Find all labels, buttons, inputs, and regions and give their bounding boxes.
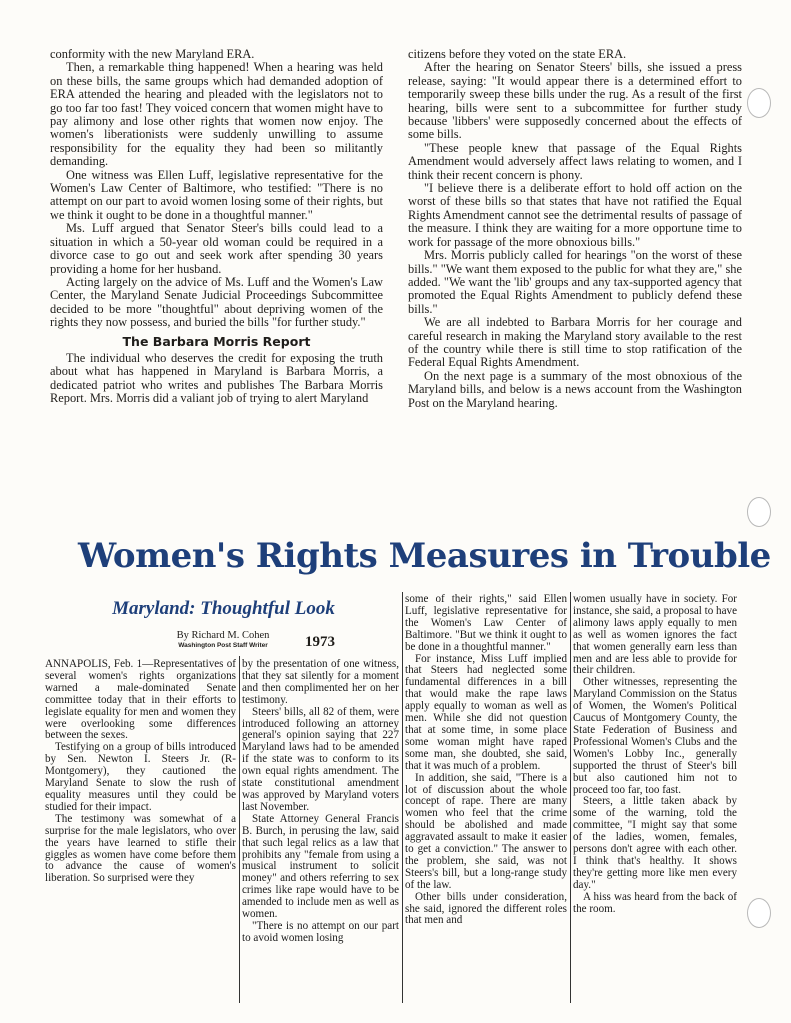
- paragraph: "These people knew that passage of the Equal Rights Amendment would adversely affect laws relating to women, and I think their recent concern is phony.: [408, 140, 742, 182]
- paragraph: ANNAPOLIS, Feb. 1—Representatives of several women's rights organizations warned a male-dominated Senate committee today that in their efforts to legislate equality for men and women they were overlooking some differences between the sexes.: [45, 658, 236, 742]
- clipping-headline: Women's Rights Measures in Trouble: [78, 536, 771, 576]
- paragraph: Acting largely on the advice of Ms. Luff and the Women's Law Center, the Maryland Senate Judicial Proceedings Subcommittee decided to be more "thoughtful" about depriving women of the rights they now possess, and buried the bills "for further study.": [50, 274, 383, 330]
- paragraph: After the hearing on Senator Steers' bills, she issued a press release, saying: "It would appear there is a determined effort to temporarily sweep these bills under the rug. As a result of the first hearing, bills were sent to a subcommittee for further study because 'libbers' were supposedly concerned about the effects of some bills.: [408, 60, 742, 142]
- paragraph: Other witnesses, representing the Maryland Commission on the Status of Women, the Women's Political Caucus of Montgomery County, the State Federation of Business and Professional Women's Clubs and the Women's Lobby Inc., generally supported the thrust of Steer's bill but also cautioned him not to proceed too far, too fast.: [573, 676, 737, 796]
- column-top-left: [50, 48, 383, 406]
- news-column-3: [405, 594, 567, 927]
- news-column-2: [242, 659, 399, 945]
- paragraph: Other bills under consideration, she said, ignored the different roles that men and: [405, 890, 567, 927]
- paragraph: Steers, a little taken aback by some of the warning, told the committee, "I might say that some of the ladies, women, females, persons don't agree with each other. I think that's healthy. It shows they're getting more like men every day.": [573, 795, 737, 891]
- section-subheading: The Barbara Morris Report: [122, 333, 311, 349]
- paragraph: "There is no attempt on our part to avoid women losing: [242, 919, 399, 944]
- binder-hole-bottom: [747, 898, 771, 928]
- paragraph: A hiss was heard from the back of the room.: [573, 890, 737, 915]
- year-annotation: 1973: [305, 634, 335, 650]
- paragraph: some of their rights," said Ellen Luff, legislative representative for the Women's Law Center of Baltimore. "But we think it ought to be done in a thoughtful manner.": [405, 593, 567, 653]
- paragraph: citizens before they voted on the state ERA.: [408, 47, 627, 61]
- paragraph: We are all indebted to Barbara Morris for her courage and careful research in making the Maryland story available to the rest of the country while there is still time to stop ratification of the Federal Equal Rights Amendment.: [408, 315, 742, 370]
- paragraph: Testifying on a group of bills introduced by Sen. Newton I. Steers Jr. (R-Montgomery), they cautioned the Maryland Senate to slow the rush of equality measures until they could be studied for their impact.: [45, 741, 236, 813]
- clipping-kicker: Maryland: Thoughtful Look: [112, 598, 335, 619]
- news-column-4: [573, 594, 737, 915]
- column-rule: [239, 656, 240, 1003]
- paragraph: On the next page is a summary of the most obnoxious of the Maryland bills, and below is a news account from the Washington Post on the Maryland hearing.: [408, 368, 742, 410]
- paragraph: State Attorney General Francis B. Burch, in perusing the law, said that such legal relics as a law that prohibits any "female from using a musical instrument to solicit money" and others referring to sex crimes like rape would have to be amended to include men as well as women.: [242, 812, 399, 921]
- column-rule: [570, 592, 571, 1003]
- paragraph: The testimony was somewhat of a surprise for the male legislators, who over the years have learned to stifle their giggles as women have come before them to advance the cause of women's liberation. So surprised were they: [45, 812, 236, 885]
- paragraph: For instance, Miss Luff implied that Steers had neglected some fundamental differences in a bill that would make the rape laws apply equally to woman as well as men. While she did not question that at some time, in some place some woman might have raped some man, she doubted, she said, that it was much of a problem.: [405, 652, 567, 772]
- paragraph: by the presentation of one witness, that they sat silently for a moment and then complimented her on her testimony.: [242, 658, 399, 706]
- paragraph: Then, a remarkable thing happened! When a hearing was held on these bills, the same groups which had demanded adoption of ERA attended the hearing and pleaded with the legislators not to go too far too fast! They voiced concern that women might have to pay alimony and lose other rights that women now enjoy. The women's liberationists were suddenly unwilling to assume responsibility for the equality they had been so militantly demanding.: [50, 60, 383, 169]
- paragraph: "I believe there is a deliberate effort to hold off action on the worst of these bills so that states that have not ratified the Equal Rights Amendment cannot see the detrimental results of passage of the measure. I think they are waiting for a more opportune time to work for passage of the more obnoxious bills.": [408, 181, 742, 249]
- paragraph: Steers' bills, all 82 of them, were introduced following an attorney general's opinion saying that 227 Maryland laws had to be amended if the state was to conform to its own equal rights amendment. The state constitutional amendment was approved by Maryland voters last November.: [242, 705, 399, 813]
- paragraph: women usually have in society. For instance, she said, a proposal to have alimony laws apply equally to men as well as women ignores the fact that women generally earn less than men and are less able to provide for their children.: [573, 593, 737, 677]
- paragraph: One witness was Ellen Luff, legislative representative for the Women's Law Center of Baltimore, who testified: "There is no attempt on our part to avoid women losing some of their rights, but we think it ought to be done in a thoughtful manner.": [50, 167, 383, 222]
- column-top-right: [408, 48, 742, 410]
- paragraph: Ms. Luff argued that Senator Steer's bills could lead to a situation in which a 50-year old woman could be required in a divorce case to go out and seek work after spending 30 years providing a home for her husband.: [50, 221, 383, 276]
- paragraph: In addition, she said, "There is a lot of discussion about the whole concept of rape. There are many women who feel that the crime should be abolished and made aggravated assault to make it easier to get a conviction." The answer to the problem, she said, was not Steers's bill, but a long-range study of the law.: [405, 771, 567, 891]
- column-rule: [402, 592, 403, 1003]
- binder-hole-middle: [747, 497, 771, 527]
- binder-hole-top: [747, 88, 771, 118]
- paragraph: The individual who deserves the credit for exposing the truth about what has happened in Maryland is Barbara Morris, a dedicated patriot who writes and publishes The Barbara Morris Report. Mrs. Morris did a valiant job of trying to alert Maryland: [50, 350, 383, 406]
- byline-affiliation: Washington Post Staff Writer: [178, 642, 268, 649]
- paragraph: Mrs. Morris publicly called for hearings "on the worst of these bills." "We want them exposed to the public for what they are," she added. "We want the 'lib' groups and any tax-supported agency that promoted the Equal Rights Amendment to publicly defend these bills.": [408, 248, 742, 316]
- byline: By Richard M. Cohen: [176, 630, 270, 641]
- paragraph: conformity with the new Maryland ERA.: [50, 47, 255, 61]
- news-column-1: [45, 659, 236, 885]
